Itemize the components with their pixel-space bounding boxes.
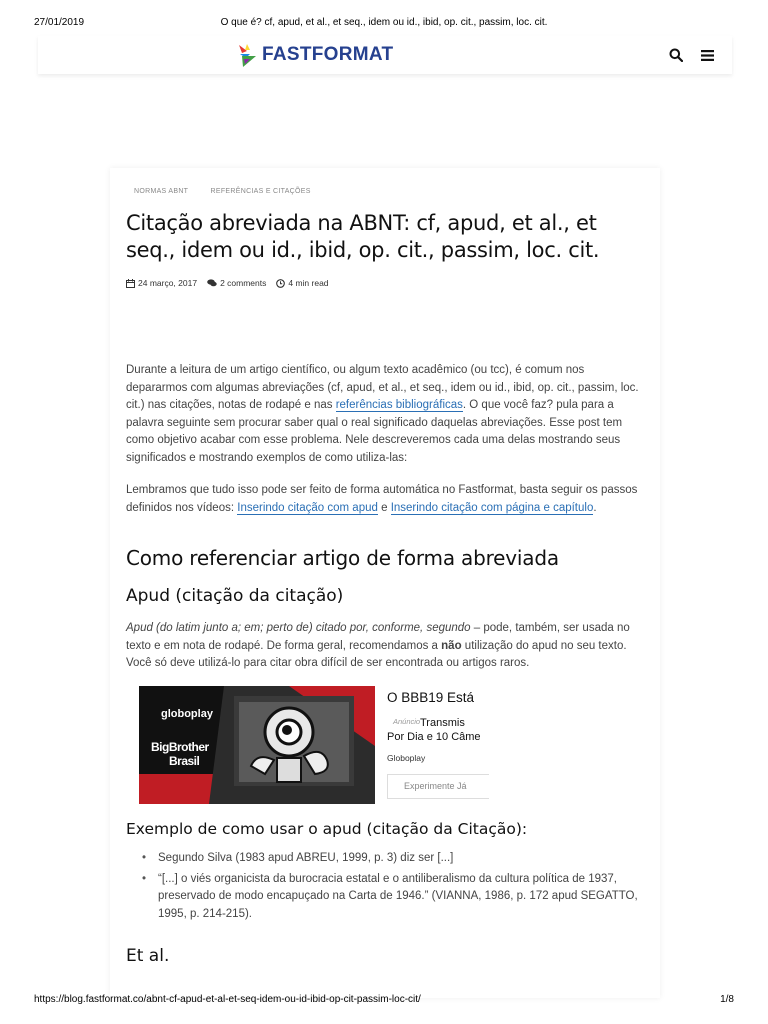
ff-text-2: e <box>377 501 391 514</box>
logo-arrow-icon <box>236 42 258 68</box>
ad-img-show-2: Brasil <box>169 754 200 768</box>
meta-read-time-text: 4 min read <box>288 278 329 288</box>
meta-date-text: 24 março, 2017 <box>138 278 198 288</box>
apud-text-1: – pode, também, ser usada no texto e em nota de rodapé. De forma geral, recomendamos a <box>126 622 630 652</box>
article-tags <box>134 188 331 195</box>
article-title: Citação abreviada na ABNT: cf, apud, et al., et seq., idem ou id., ibid, op. cit., passim, loc. cit. <box>126 211 600 262</box>
tag-normas-abnt[interactable]: NORMAS ABNT <box>134 188 189 195</box>
apud-definition: Apud (do latim junto a; em; perto de) citado por, conforme, segundo <box>126 622 471 634</box>
ad-brand: Globoplay <box>387 753 426 763</box>
meta-date <box>126 278 197 288</box>
comments-icon <box>207 279 217 287</box>
link-citacao-pagina-capitulo[interactable]: Inserindo citação com página e capítulo <box>390 501 594 514</box>
site-logo[interactable] <box>236 42 393 68</box>
article <box>110 168 660 998</box>
list-item: • Segundo Silva (1983 apud ABREU, 1999, p. 3) diz ser [...] <box>142 850 642 868</box>
ff-text-1: Lembramos que tudo isso pode ser feito de forma automática no Fastformat, basta seguir os passos definidos nos vídeos: <box>126 484 638 514</box>
ad-title[interactable]: O BBB19 Está <box>387 690 475 705</box>
ad-image[interactable] <box>139 686 375 804</box>
meta-comments-text: 2 comments <box>220 278 267 288</box>
print-header <box>0 17 768 31</box>
apud-text-2: utilização do apud no seu texto. Você só deve utilizá-lo para citar obra difícil de ser encontrada ou artigos raros. <box>126 639 627 670</box>
advertisement[interactable] <box>139 686 489 804</box>
print-title: O que é? cf, apud, et al., et seq., idem ou id., ibid, op. cit., passim, loc. cit. <box>220 17 548 28</box>
ad-label: Anúncio <box>393 717 421 726</box>
meta-comments[interactable] <box>207 278 266 288</box>
et-al-heading: Et al. <box>126 946 170 966</box>
intro-text-2: . O que você faz? pula para a palavra seguinte sem procurar saber qual o real significado daquelas abreviações. Esse post tem como objetivo acabar com esse problema. Nele descreveremos cada uma delas mostrando seus significados e mostrando exemplos de como utiliza-las: <box>126 399 623 464</box>
example-list <box>142 850 642 926</box>
apud-heading: Apud (citação da citação) <box>126 586 344 606</box>
link-citacao-apud[interactable]: Inserindo citação com apud <box>237 501 378 514</box>
link-referencias-bibliograficas[interactable]: referências bibliográficas <box>335 399 463 412</box>
intro-text-1: Durante a leitura de um artigo científico, ou algum texto acadêmico (ou tcc), é comum nos depararmos com algumas abreviações (cf, apud, et al., et seq., idem ou id., ibid, op. cit., passim, loc. cit.) nas citações, notas de rodapé e nas <box>126 364 639 412</box>
article-meta <box>126 278 329 288</box>
ad-img-brand: globoplay <box>161 708 213 720</box>
print-page-number: 1/8 <box>720 994 734 1005</box>
calendar-icon <box>126 279 135 288</box>
ad-cta-button[interactable]: Experimente Já <box>387 774 489 799</box>
site-header <box>38 36 732 74</box>
list-item: • “[...] o viés organicista da burocracia estatal e o antiliberalismo da cultura política de 1937, preservado de modo encapuçado na Carta de 1946.” (VIANNA, 1986, p. 172 apud SEGATTO, 1995, p. 214-215). <box>142 871 642 924</box>
intro-paragraph <box>126 362 646 468</box>
ad-desc-line-2: Por Dia e 10 Câme <box>387 731 481 743</box>
search-icon[interactable] <box>665 44 687 66</box>
apud-bold: não <box>441 639 462 652</box>
clock-icon <box>276 279 285 288</box>
print-date: 27/01/2019 <box>34 17 85 28</box>
menu-icon[interactable] <box>696 44 718 66</box>
section-heading: Como referenciar artigo de forma abreviada <box>126 546 559 570</box>
apud-paragraph <box>126 620 646 673</box>
meta-read-time <box>276 278 328 288</box>
ad-desc-line-1: Transmis <box>420 717 465 729</box>
tag-referencias-citacoes[interactable]: REFERÊNCIAS E CITAÇÕES <box>210 188 311 195</box>
print-url: https://blog.fastformat.co/abnt-cf-apud-et-al-et-seq-idem-ou-id-ibid-op-cit-passim-loc-cit/ <box>34 994 421 1005</box>
ad-description <box>387 716 489 744</box>
ad-img-show-1: BigBrother <box>151 740 209 754</box>
fastformat-paragraph <box>126 482 646 517</box>
logo-text: FASTFORMAT <box>262 44 394 65</box>
example-heading: Exemplo de como usar o apud (citação da Citação): <box>126 820 528 838</box>
ff-text-3: . <box>593 501 597 514</box>
